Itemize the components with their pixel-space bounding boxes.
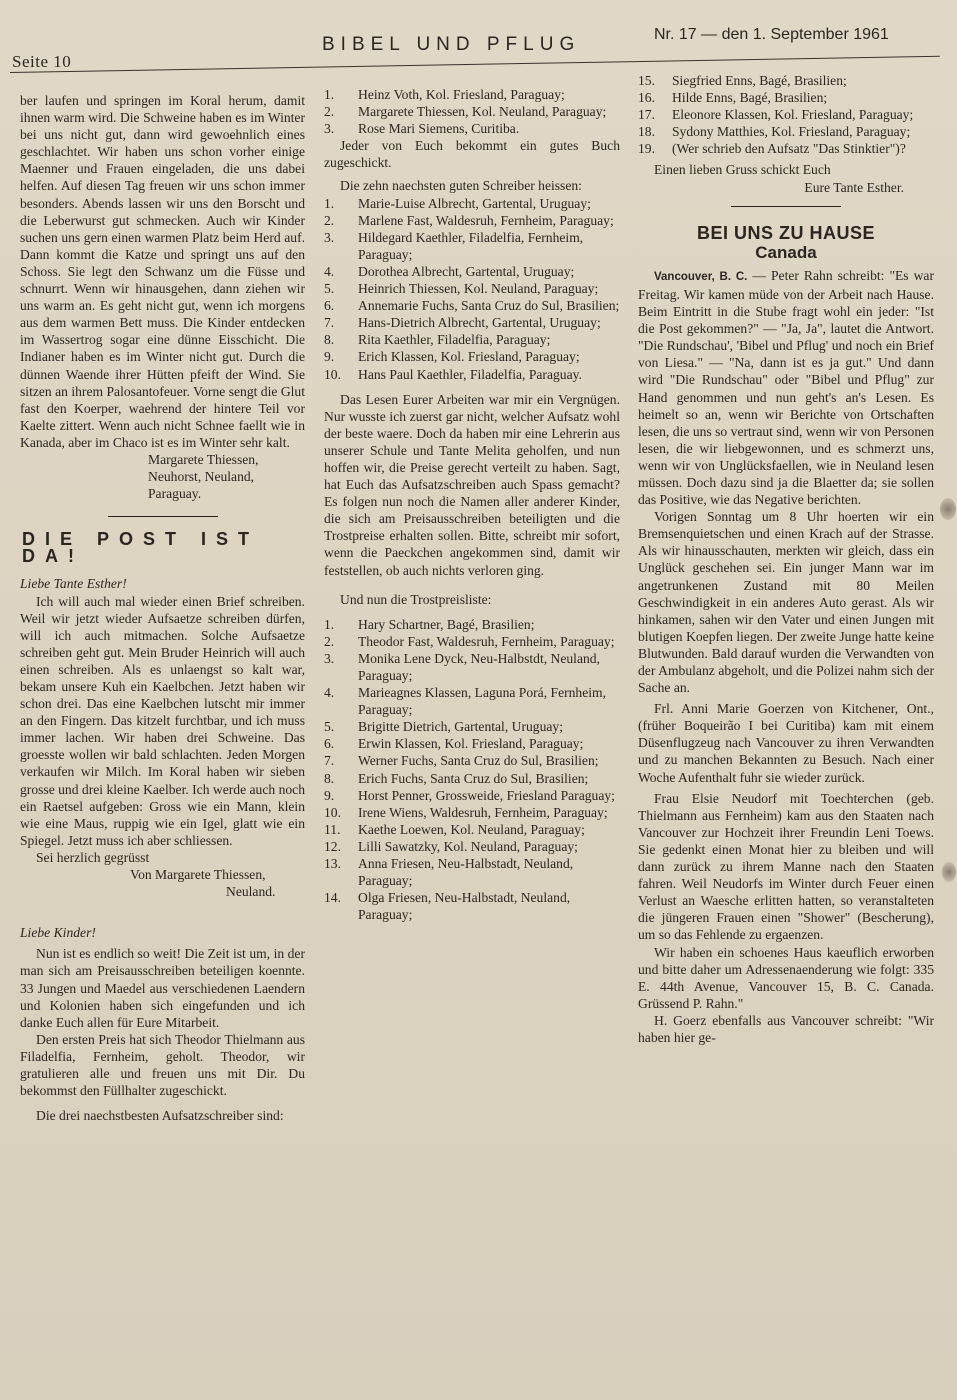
section-heading-home: BEI UNS ZU HAUSE — [696, 222, 875, 243]
greeting: Sei herzlich gegrüsst — [36, 849, 150, 865]
list-item: 4. Marieagnes Klassen, Laguna Porá, Fernheim, Paraguay; — [324, 685, 607, 718]
list-item: 2. Theodor Fast, Waldesruh, Fernheim, Paraguay; — [324, 633, 615, 649]
column-2 — [324, 86, 620, 923]
list-item: 7. Hans-Dietrich Albrecht, Gartental, Uruguay; — [324, 315, 601, 331]
paragraph-text: — Peter Rahn schreibt: "Es war Freitag. Wir kamen müde von der Arbeit nach Hause. Beim Eintritt in die Stube fragt wohl ein jeder: "Ist die Post gekommen?" — "Ja, Ja", lautet die Antwort. "Die Rundschau', 'Bibel und Pflug' und noch ein Brief von Liesa." — "Na, dann ist es ja gut." Und dann wird "Die Rundschau" oder "Bibel und Pflug" zur Hand genommen und nun geht's an's Lesen. Es heimelt so an, wenn wir Berichte von Ortschaften lesen, die uns so vertraut sind, wenn wir von Personen lesen, die wir liebgewonnen, und es schmerzt uns, wenn wir von Unglücksfaellen, wie in Neuland lesen müssen. Doch dazu sind ja die Blaetter da; sie sollen das Positive, wie das Negative berichten. — [638, 267, 934, 508]
list-item: 1. Heinz Voth, Kol. Friesland, Paraguay; — [324, 87, 565, 102]
column-3 — [638, 72, 934, 1046]
paragraph: H. Goerz ebenfalls aus Vancouver schreibt: "Wir haben hier ge- — [638, 1012, 934, 1045]
list-item: 7. Werner Fuchs, Santa Cruz do Sul, Brasilien; — [324, 753, 599, 769]
greeting: Einen lieben Gruss schickt Euch — [654, 162, 831, 178]
signature-1 — [148, 451, 305, 502]
page-number: Seite 10 — [12, 52, 72, 71]
consolation-prize-list-continued — [638, 72, 934, 157]
section-heading-post: DIE POST IST DA! — [22, 529, 260, 567]
list-item: 8. Rita Kaethler, Filadelfia, Paraguay; — [324, 332, 551, 348]
column-1 — [20, 92, 305, 1124]
list-item: 19. (Wer schrieb den Aufsatz "Das Stinktier")? — [638, 141, 906, 157]
list-item: 3. Hildegard Kaethler, Filadelfia, Fernheim, Paraguay; — [324, 229, 584, 262]
list-item: 10. Hans Paul Kaethler, Filadelfia, Paraguay. — [324, 366, 582, 382]
list-item: 9. Horst Penner, Grossweide, Friesland Paraguay; — [324, 787, 615, 803]
paragraph: Den ersten Preis hat sich Theodor Thielmann aus Filadelfia, Fernheim, geholt. Theodor, wir gratulieren alle und freuen uns mit Dir. Du bekommst den Füllhalter zugeschickt. — [20, 1031, 305, 1099]
list-item: 1. Marie-Luise Albrecht, Gartental, Uruguay; — [324, 195, 591, 211]
list-item: 4. Dorothea Albrecht, Gartental, Uruguay; — [324, 263, 575, 279]
paragraph: Vorigen Sonntag um 8 Uhr hoerten wir ein Bremsenquietschen und einen Krach auf der Strasse. Als wir hinausschauten, merkten wir gleich, dass ein Unglück geschehen sei. Ein junger Mann war im angetrunkenen Zustand mit 80 Meilen Geschwindigkeit in ein anderes Auto gerast. Als wir hinkamen, sahen wir den Vater und einen Jungen mit blutigen Koepfen liegen. Der zweite Junge hatte keine Blutwunden. Bald darauf wurden die Verwandten von der Ambulanz abgeholt, und die Polizei nahm sich der Sache an. — [638, 509, 934, 696]
paragraph — [638, 267, 934, 508]
top-writers-list — [324, 86, 620, 137]
binding-hole — [942, 862, 956, 882]
signature-line: Margarete Thiessen, — [148, 451, 259, 467]
salutation: Liebe Tante Esther! — [20, 576, 127, 592]
next-ten-list — [324, 195, 620, 383]
paragraph: Frl. Anni Marie Goerzen von Kitchener, Ont., (früher Boqueirão I bei Curitiba) kam mit einem Düsenflugzeug nach Vancouver zu ihren Verwandten und zu manchen Bekannten zu Besuch. Nach einer Woche Aufenthalt fuhr sie wieder zurück. — [638, 701, 934, 785]
list-item: 3. Rose Mari Siemens, Curitiba. — [324, 121, 520, 137]
paragraph: Wir haben ein schoenes Haus kaeuflich erworben und bitte daher um Adressenaenderung wie folgt: 335 E. 44th Avenue, Vancouver 15, B. C. Canada. Grüssend P. Rahn." — [638, 944, 934, 1011]
list-item: 1. Hary Schartner, Bagé, Brasilien; — [324, 616, 535, 632]
section-subheading-canada: Canada — [755, 242, 817, 262]
signature: Eure Tante Esther. — [804, 179, 904, 195]
masthead-title: BIBEL UND PFLUG — [322, 34, 581, 55]
paragraph: Frau Elsie Neudorf mit Toechterchen (geb. Thielmann aus Fernheim) kam aus den Staaten nach Vancouver zur Hochzeit ihrer Freundin Leni Toews. Sie gedenkt einen Monat hier zu bleiben und will dann zurück zu ihrem Manne nach den Staaten fahren. Weil Neudorfs im Winter durch Feuer einen Verlust an Waesche erlitten hatten, so veranstalteten die jüngeren Frauen einen "Shower" (Bescherung), um so das Fehlende zu ergaenzen. — [638, 790, 934, 943]
list-item: 17. Eleonore Klassen, Kol. Friesland, Paraguay; — [638, 107, 914, 123]
list-item: 5. Heinrich Thiessen, Kol. Neuland, Paraguay; — [324, 281, 599, 297]
list-item: 6. Annemarie Fuchs, Santa Cruz do Sul, Brasilien; — [324, 298, 620, 314]
paragraph: Die drei naechstbesten Aufsatzschreiber sind: — [36, 1108, 284, 1124]
list-item: 2. Margarete Thiessen, Kol. Neuland, Paraguay; — [324, 104, 607, 120]
section-divider — [731, 206, 841, 207]
list-item: 10. Irene Wiens, Waldesruh, Fernheim, Paraguay; — [324, 804, 608, 820]
letter-body: Ich will auch mal wieder einen Brief schreiben. Weil wir jetzt wieder Aufsaetze schreiben dürfen, will ich auch mitmachen. Solche Aufsaetze schreiben geht gut. Mein Bruder Heinrich will auch einen schreiben. Als es unlaengst so kalt war, bekam unsere Kuh ein Kaelbchen. Jetzt haben wir schon drei. Das eine Kaelbchen lutscht mir immer an den Fingern. Das kitzelt furchtbar, und ich muss immer lachen. Wir haben drei Schweine. Das groesste wollen wir bald schlachten. Jeden Morgen verkaufen wir Milch. Im Koral haben wir sieben grosse und drei kleine Kaelber. Ich werde auch noch ein Raetsel aufgeben: Gross wie ein Mann, klein wie eine Maus, ruppig wie ein Igel, glatt wie ein Spiegel. Jetzt muss ich aber schliessen. — [20, 593, 305, 848]
list-item: 14. Olga Friesen, Neu-Halbstadt, Neuland, Paraguay; — [324, 890, 571, 923]
list-item: 11. Kaethe Loewen, Kol. Neuland, Paraguay; — [324, 821, 585, 837]
paragraph: Das Lesen Eurer Arbeiten war mir ein Vergnügen. Nur wusste ich zuerst gar nicht, welcher Aufsatz wohl der beste waere. Doch da haben mir eine Lehrerin aus unserer Schule und Tante Melita geholfen, und nun hoffen wir, die Preise gerecht verteilt zu haben. Sagt, hat Euch das Aufsatzschreiben auch Spass gemacht? Es folgen nun noch die Namen aller anderer Kinder, die sich am Preisausschreiben beteiligten und die Trostpreise erhalten sollen. Bitte, schreibt mir sofort, wenn die Paeckchen angekommen sind, damit wir feststellen, ob auch nichts verloren ging. — [324, 391, 620, 578]
dateline: Vancouver, B. C. — [654, 270, 748, 283]
signature-line: Von Margarete Thiessen, — [130, 867, 266, 883]
list-item: 3. Monika Lene Dyck, Neu-Halbstdt, Neuland, Paraguay; — [324, 650, 600, 683]
signature-2 — [130, 866, 305, 900]
signature-line: Neuhorst, Neuland, — [148, 469, 255, 485]
signature-line: Neuland. — [226, 884, 276, 900]
signature-line: Paraguay. — [148, 486, 202, 502]
consolation-prize-list — [324, 616, 620, 924]
paragraph: Und nun die Trostpreisliste: — [340, 591, 492, 607]
list-item: 8. Erich Fuchs, Santa Cruz do Sul, Brasilien; — [324, 770, 589, 786]
binding-hole — [940, 498, 956, 520]
issue-date: Nr. 17 — den 1. September 1961 — [654, 26, 889, 43]
list-item: 5. Brigitte Dietrich, Gartental, Uruguay; — [324, 719, 563, 735]
letter-continuation: ber laufen und springen im Koral herum, damit ihnen warm wird. Die Schweine haben es im Winter bei uns nicht gut, dann wird gewoehnlich eines geschlachtet. Wir haben uns schon vorher einige Maenner und Frauen eingeladen, die uns dabei helfen. Auf diesen Tag freuen wir uns schon immer besonders. Abends lassen wir uns den Borscht und die Leberwurst gut schmecken. Auch wir Kinder suchen uns gern einen warmen Platz beim Herd auf. Dann kommt die Katze und springt uns auf den Schoss. Sie legt den Schwanz um die Füsse und schnurrt. Wenn wir hinausgehen, dann ziehen wir uns warm an. Es geht nicht gut, wenn ich morgens aus dem warmen Bett muss. Die Kinder entdecken im Wassertrog sogar eine dünne Eisschicht. Die Indianer haben es im Winter nicht gut. Durch die dünnen Waende ihrer Hütten pfeift der Wind. Sie sitzen an ihrem Palosantofeuer. Vorne sengt die Glut fast den Koerper, waehrend der hintere Teil vor Kaelte zittert. Wenn auch nicht Schnee faellt wie in Kanada, aber im Chaco ist es im Winter sehr kalt. — [20, 93, 305, 450]
section-divider — [108, 516, 218, 517]
list-item: 12. Lilli Sawatzky, Kol. Neuland, Paraguay; — [324, 838, 578, 854]
paragraph: Die zehn naechsten guten Schreiber heissen: — [340, 178, 582, 194]
list-item: 6. Erwin Klassen, Kol. Friesland, Paraguay; — [324, 736, 584, 752]
paragraph: Jeder von Euch bekommt ein gutes Buch zugeschickt. — [324, 138, 620, 171]
list-item: 18. Sydony Matthies, Kol. Friesland, Paraguay; — [638, 124, 911, 140]
header-rule — [10, 56, 940, 73]
list-item: 2. Marlene Fast, Waldesruh, Fernheim, Paraguay; — [324, 212, 614, 228]
paragraph: Nun ist es endlich so weit! Die Zeit ist um, in der man sich am Preisausschreiben beteiligen koennte. 33 Jungen und Maedel aus verschiedenen Laendern und Kolonien haben sich eingefunden und ich danke Euch allen für Eure Mitarbeit. — [20, 946, 305, 1030]
salutation-2: Liebe Kinder! — [20, 925, 96, 941]
list-item: 9. Erich Klassen, Kol. Friesland, Paraguay; — [324, 349, 580, 365]
list-item: 16. Hilde Enns, Bagé, Brasilien; — [638, 90, 828, 106]
list-item: 13. Anna Friesen, Neu-Halbstadt, Neuland, Paraguay; — [324, 856, 574, 889]
list-item: 15. Siegfried Enns, Bagé, Brasilien; — [638, 73, 847, 88]
